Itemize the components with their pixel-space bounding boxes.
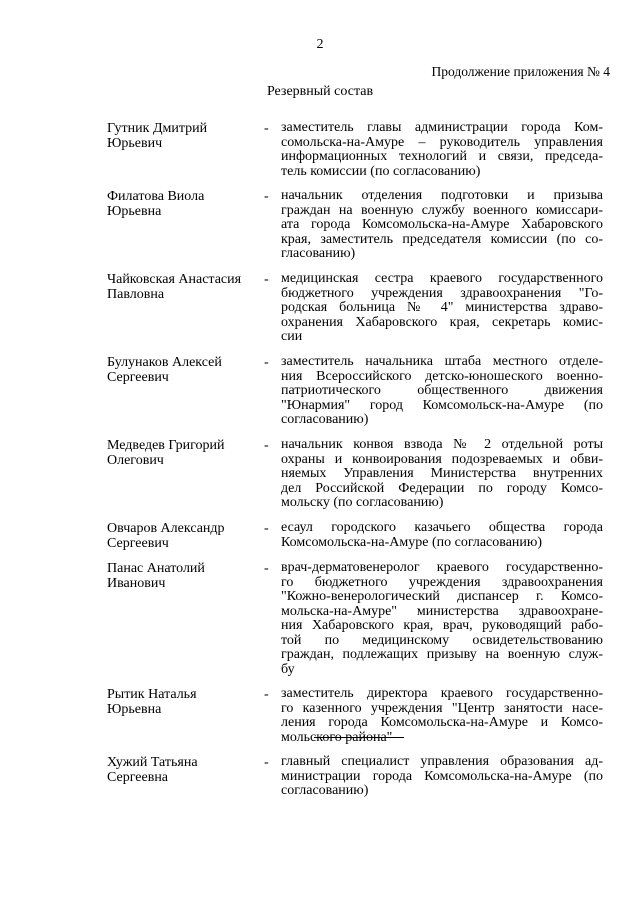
member-name bbox=[107, 521, 257, 551]
member-row bbox=[0, 755, 640, 799]
member-name-line: Иванович bbox=[107, 576, 166, 591]
member-name bbox=[107, 189, 257, 219]
member-role-line: врач-дерматовенеролог краевого государственно- bbox=[281, 560, 603, 575]
member-role-line: заместитель главы администрации города Ком- bbox=[281, 120, 603, 135]
member-role bbox=[281, 438, 603, 511]
member-role bbox=[281, 189, 603, 262]
end-rule bbox=[314, 737, 404, 738]
member-row bbox=[0, 121, 640, 179]
member-role-line: Комсомольска-на-Амуре (по согласованию) bbox=[281, 534, 543, 550]
member-role-line: граждан на военную службу военного комиссари- bbox=[281, 202, 603, 218]
member-role-line: края, заместитель председателя комиссии (по со- bbox=[281, 231, 603, 247]
member-role-line: заместитель начальника штаба местного отделе- bbox=[281, 354, 603, 369]
member-role bbox=[281, 272, 603, 345]
member-name-line: Юрьевич bbox=[107, 136, 163, 151]
member-list bbox=[0, 121, 640, 809]
member-role-line: начальник конвоя взвода № 2 отдельной роты bbox=[281, 437, 603, 452]
member-role-line: есаул городского казачьего общества города bbox=[281, 520, 603, 535]
member-role-line: сии bbox=[281, 329, 303, 344]
member-name-line: Павловна bbox=[107, 287, 165, 302]
member-role-line: го казенного учреждения "Центр занятости насе- bbox=[281, 700, 603, 716]
member-row bbox=[0, 521, 640, 551]
member-role-line: начальник отделения подготовки и призыва bbox=[281, 188, 603, 203]
member-name-line: Панас Анатолий bbox=[107, 561, 205, 576]
member-name-line: Филатова Виола bbox=[107, 189, 205, 204]
member-name-line: Булунаков Алексей bbox=[107, 355, 222, 370]
member-role-line: согласованию) bbox=[281, 412, 369, 427]
member-role-line: сомольска-на-Амуре – руководитель управления bbox=[281, 134, 603, 150]
member-role-line: тель комиссии (по согласованию) bbox=[281, 163, 481, 179]
member-name bbox=[107, 272, 257, 302]
member-role-line: охранения Хабаровского края, секретарь комис- bbox=[281, 314, 603, 330]
member-dash: - bbox=[264, 189, 269, 204]
member-role-line: ния Всероссийского детско-юношеского военно- bbox=[281, 368, 603, 384]
member-role-line: ления города Комсомольска-на-Амуре и Комсо- bbox=[281, 715, 603, 730]
member-role-line: "Кожно-венерологический диспансер г. Комсо- bbox=[281, 589, 603, 604]
member-name bbox=[107, 438, 257, 468]
member-role-line: дел Российской Федерации по городу Комсо- bbox=[281, 480, 603, 496]
member-role-line: ния Хабаровского края, врач, руководящий рабо- bbox=[281, 618, 603, 633]
member-role-line: "Юнармия" город Комсомольск-на-Амуре (по bbox=[281, 397, 603, 413]
member-row bbox=[0, 355, 640, 428]
member-name-line: Юрьевна bbox=[107, 204, 162, 219]
member-dash: - bbox=[264, 272, 269, 287]
member-role-line: ата города Комсомольска-на-Амуре Хабаровского bbox=[281, 217, 603, 232]
member-name-line: Сергеевич bbox=[107, 370, 169, 385]
member-role-line: граждан, подлежащих призыву на военную служ- bbox=[281, 647, 603, 662]
member-role-line: няемых Управления Министерства внутренних bbox=[281, 466, 603, 481]
member-role-line: го бюджетного учреждения здравоохранения bbox=[281, 574, 603, 590]
member-role-line: согласованию) bbox=[281, 783, 369, 798]
member-role-line: мольского района" bbox=[281, 729, 393, 745]
member-name-line: Сергеевна bbox=[107, 770, 169, 785]
member-name-line: Рытик Наталья bbox=[107, 687, 197, 702]
member-role bbox=[281, 355, 603, 428]
member-name bbox=[107, 355, 257, 385]
member-dash: - bbox=[264, 755, 269, 770]
member-role-line: той по медицинскому освидетельствованию bbox=[281, 632, 603, 648]
member-role-line: бюджетного учреждения здравоохранения "Го- bbox=[281, 285, 603, 301]
member-row bbox=[0, 189, 640, 262]
member-dash: - bbox=[264, 521, 269, 536]
member-role-line: родская больница № 4" министерства здраво- bbox=[281, 300, 603, 315]
member-dash: - bbox=[264, 687, 269, 702]
page-number: 2 bbox=[316, 37, 324, 52]
member-name-line: Сергеевич bbox=[107, 536, 169, 551]
member-name bbox=[107, 687, 257, 717]
member-role-line: патриотического общественного движения bbox=[281, 383, 603, 398]
member-name-line: Овчаров Александр bbox=[107, 521, 225, 536]
member-name-line: Хужий Татьяна bbox=[107, 755, 198, 770]
member-dash: - bbox=[264, 355, 269, 370]
member-row bbox=[0, 561, 640, 677]
member-dash: - bbox=[264, 561, 269, 576]
continuation-note: Продолжение приложения № 4 bbox=[431, 64, 610, 79]
member-name bbox=[107, 121, 257, 151]
member-role-line: мольска-на-Амуре" министерства здравоохране- bbox=[281, 603, 603, 619]
member-role bbox=[281, 755, 603, 799]
member-name-line: Медведев Григорий bbox=[107, 438, 225, 453]
member-role-line: министрации города Комсомольска-на-Амуре (по bbox=[281, 768, 603, 784]
member-role-line: медицинская сестра краевого государственного bbox=[281, 271, 603, 286]
member-row bbox=[0, 272, 640, 345]
member-row bbox=[0, 438, 640, 511]
member-role-line: информационных технологий и связи, председа- bbox=[281, 149, 603, 164]
member-role bbox=[281, 121, 603, 179]
member-role-line: охраны и конвоирования подозреваемых и обви- bbox=[281, 451, 603, 467]
member-role-line: гласованию) bbox=[281, 246, 356, 261]
member-role bbox=[281, 521, 603, 550]
member-dash: - bbox=[264, 438, 269, 453]
member-role bbox=[281, 561, 603, 677]
member-name-line: Гутник Дмитрий bbox=[107, 121, 208, 136]
section-title: Резервный состав bbox=[266, 84, 374, 99]
member-role-line: заместитель директора краевого государственно- bbox=[281, 686, 603, 701]
member-name bbox=[107, 755, 257, 785]
member-name-line: Чайковская Анастасия bbox=[107, 272, 242, 287]
member-dash: - bbox=[264, 121, 269, 136]
member-role-line: главный специалист управления образования ад- bbox=[281, 754, 603, 769]
member-name-line: Олегович bbox=[107, 453, 164, 468]
member-role-line: мольску (по согласованию) bbox=[281, 495, 444, 510]
member-role-line: бу bbox=[281, 661, 295, 677]
member-name bbox=[107, 561, 257, 591]
member-name-line: Юрьевна bbox=[107, 702, 162, 717]
